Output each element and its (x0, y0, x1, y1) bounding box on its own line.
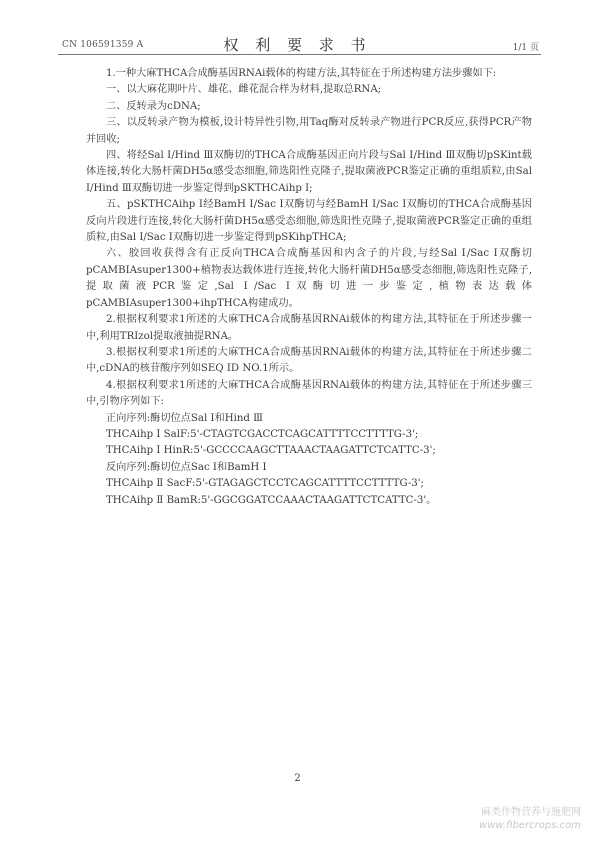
watermark (479, 806, 581, 832)
claim-2: 2.根据权利要求1所述的大麻THCA合成酶基因RNAi载体的构建方法,其特征在于所述步骤一中,利用TRIzol提取液抽提RNA。 (86, 314, 532, 342)
watermark-site-name: 麻类作物营养与施肥网 (481, 807, 581, 818)
watermark-url: www.fibercrops.com (479, 820, 581, 831)
claim-1-step-3: 三、以反转录产物为模板,设计特异性引物,用Taq酶对反转录产物进行PCR反应,获得PCR产物并回收; (86, 117, 532, 145)
page-number: 2 (294, 773, 301, 784)
claim-1-step-2: 二、反转录为cDNA; (106, 100, 201, 112)
reverse-primer-1: THCAihp Ⅱ SacF:5'-GTAGAGCTCCTCAGCATTTTCCTTTTG-3'; (106, 478, 424, 490)
claim-1-step-5: 五、pSKTHCAihp Ⅰ经BamH Ⅰ/Sac Ⅰ双酶切与经BamH Ⅰ/Sac Ⅰ双酶切的THCA合成酶基因反向片段进行连接,转化大肠杆菌DH5α感受态细胞,筛选阳性克隆子,提取菌液PCR鉴定正确的重组质粒,由Sal Ⅰ/Sac Ⅰ双酶切进一步鉴定得到pSKihpTHCA; (86, 199, 532, 244)
claims-body (86, 66, 532, 509)
claim-1-step-4: 四、将经Sal Ⅰ/Hind Ⅲ双酶切的THCA合成酶基因正向片段与Sal Ⅰ/Hind Ⅲ双酶切pSKint载体连接,转化大肠杆菌DH5α感受态细胞,筛选阳性克隆子,提取菌液PCR鉴定正确的重组质粒,由Sal Ⅰ/Hind Ⅲ双酶切进一步鉴定得到pSKTHCAihp Ⅰ; (86, 150, 532, 194)
claim-1-step-6: 六、胶回收获得含有正反向THCA合成酶基因和内含子的片段,与经Sal Ⅰ/Sac Ⅰ双酶切pCAMBIAsuper1300+植物表达载体进行连接,转化大肠杆菌DH5α感受态细胞,筛选阳性克隆子,提取菌液PCR鉴定,Sal Ⅰ/Sac Ⅰ双酶切进一步鉴定,植物表达载体pCAMBIAsuper1300+ihpTHCA构建成功。 (86, 248, 532, 309)
forward-primer-1: THCAihp Ⅰ SalF:5'-CTAGTCGACCTCAGCATTTTCCTTTTG-3'; (106, 428, 419, 440)
page-label: 1/1 页 (512, 43, 539, 53)
claim-1-step-1: 一、以大麻花期叶片、雄花、雌花混合样为材料,提取总RNA; (106, 84, 382, 96)
forward-sequence-label: 正向序列:酶切位点Sal Ⅰ和Hind Ⅲ (106, 412, 263, 424)
claim-3: 3.根据权利要求1所述的大麻THCA合成酶基因RNAi载体的构建方法,其特征在于所述步骤二中,cDNA的核苷酸序列如SEQ ID NO.1所示。 (86, 346, 532, 375)
reverse-primer-2: THCAihp Ⅱ BamR:5'-GGCGGATCCAAACTAAGATTCTCATTC-3'。 (106, 494, 437, 506)
reverse-sequence-label: 反向序列:酶切位点Sac Ⅰ和BamH Ⅰ (106, 461, 267, 473)
forward-primer-2: THCAihp Ⅰ HinR:5'-GCCCCAAGCTTAAACTAAGATTCTCATTC-3'; (106, 445, 436, 457)
claim-4: 4.根据权利要求1所述的大麻THCA合成酶基因RNAi载体的构建方法,其特征在于所述步骤三中,引物序列如下: (86, 379, 532, 408)
claim-1-intro: 1.一种大麻THCA合成酶基因RNAi载体的构建方法,其特征在于所述构建方法步骤如下: (106, 68, 497, 79)
document-title: 权 利 要 求 书 (223, 36, 372, 54)
patent-number: CN 106591359 A (62, 40, 144, 50)
header-divider (58, 54, 541, 55)
